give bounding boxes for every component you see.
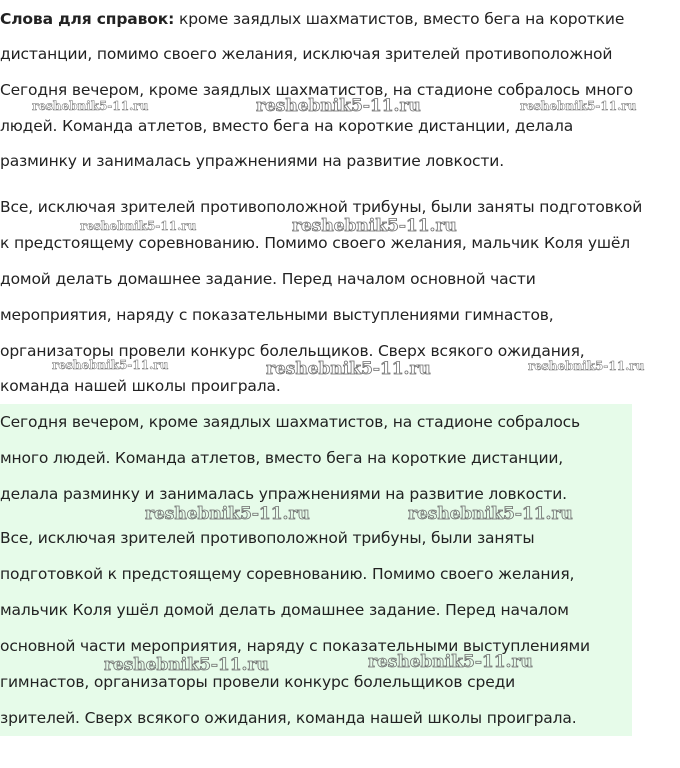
hint-label: Слова для справок: [0, 10, 175, 28]
hint-words-1: кроме заядлых шахматистов, вместо бега на короткие [174, 10, 625, 28]
watermark: reshebnik5-11.ru [368, 652, 533, 672]
watermark: reshebnik5-11.ru [32, 99, 149, 113]
watermark: reshebnik5-11.ru [528, 359, 645, 373]
watermark: reshebnik5-11.ru [80, 219, 197, 233]
answer-line: основной части мероприятия, наряду с показательными выступлениями [0, 637, 590, 655]
watermark: reshebnik5-11.ru [256, 96, 421, 116]
answer-line: гимнастов, организаторы провели конкурс болельщиков среди [0, 673, 516, 691]
watermark: reshebnik5-11.ru [266, 359, 431, 379]
text-line: домой делать домашнее задание. Перед началом основной части [0, 270, 536, 288]
watermark: reshebnik5-11.ru [520, 99, 637, 113]
text-line: к предстоящему соревнованию. Помимо своего желания, мальчик Коля ушёл [0, 234, 631, 252]
answer-line: подготовкой к предстоящему соревнованию. Помимо своего желания, [0, 565, 575, 583]
watermark: reshebnik5-11.ru [145, 504, 310, 524]
text-line: мероприятия, наряду с показательными выступлениями гимнастов, [0, 306, 554, 324]
answer-line: много людей. Команда атлетов, вместо бега на короткие дистанции, [0, 449, 564, 467]
text-line: Сегодня вечером, кроме заядлых шахматистов, на стадионе собралось много [0, 81, 634, 99]
watermark: reshebnik5-11.ru [104, 655, 269, 675]
answer-line: Сегодня вечером, кроме заядлых шахматистов, на стадионе собралось [0, 413, 581, 431]
text-line: Все, исключая зрителей противоположной трибуны, были заняты подготовкой [0, 198, 643, 216]
answer-line: мальчик Коля ушёл домой делать домашнее задание. Перед началом [0, 601, 569, 619]
watermark: reshebnik5-11.ru [408, 504, 573, 524]
answer-line: делала разминку и занималась упражнениями на развитие ловкости. [0, 485, 567, 503]
watermark: reshebnik5-11.ru [52, 358, 169, 372]
text-line: разминку и занималась упражнениями на развитие ловкости. [0, 152, 505, 170]
answer-line: зрителей. Сверх всякого ожидания, команда нашей школы проиграла. [0, 709, 577, 727]
text-line: людей. Команда атлетов, вместо бега на короткие дистанции, делала [0, 117, 574, 135]
text-line: организаторы провели конкурс болельщиков. Сверх всякого ожидания, [0, 342, 585, 360]
watermark: reshebnik5-11.ru [292, 216, 457, 236]
hint-line-2: дистанции, помимо своего желания, исключая зрителей противоположной [0, 45, 613, 63]
hint-line-1 [0, 10, 624, 28]
text-line: команда нашей школы проиграла. [0, 377, 281, 395]
answer-line: Все, исключая зрителей противоположной трибуны, были заняты [0, 529, 535, 547]
